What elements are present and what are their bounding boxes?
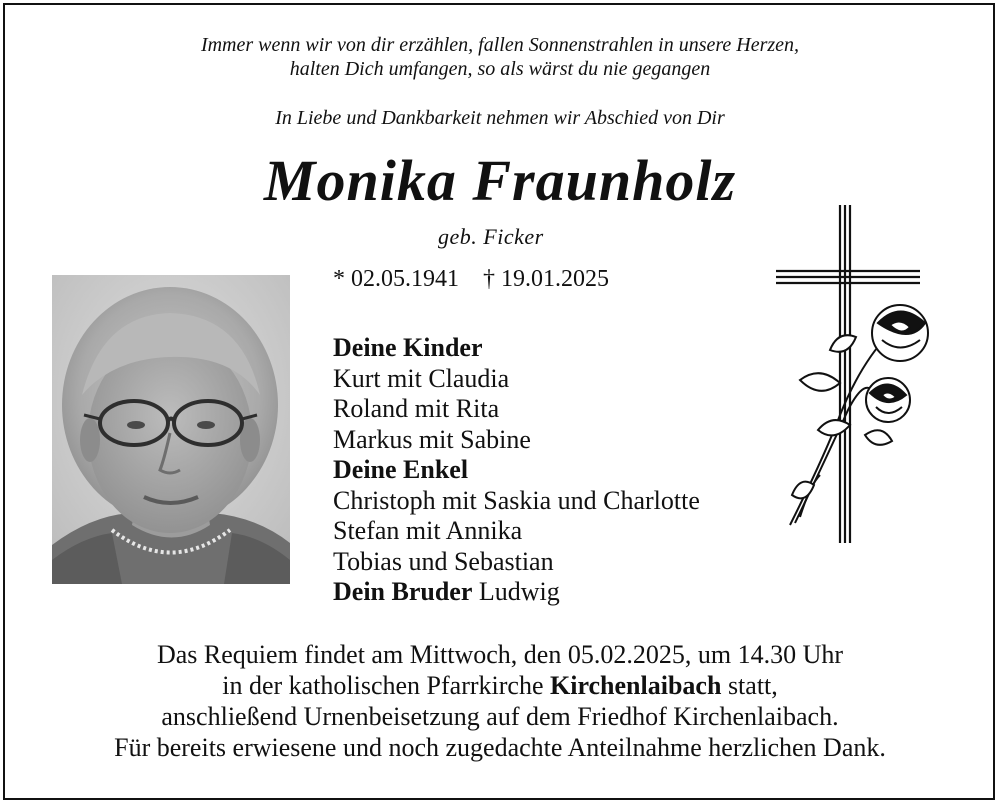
portrait-photo <box>52 275 290 584</box>
service-line-3: anschließend Urnenbeisetzung auf dem Friedhof Kirchenlaibach. <box>161 702 839 731</box>
grandchild-entry: Tobias und Sebastian <box>333 546 554 576</box>
service-line-1: Das Requiem findet am Mittwoch, den 05.02.2025, um 14.30 Uhr <box>156 640 844 669</box>
child-entry: Markus mit Sabine <box>333 424 531 454</box>
deceased-name: Monika Fraunholz <box>263 148 737 213</box>
birth-date: * 02.05.1941 <box>333 266 459 292</box>
child-entry: Kurt mit Claudia <box>333 363 510 393</box>
grandchildren-heading: Deine Enkel <box>333 455 469 484</box>
children-heading: Deine Kinder <box>333 333 483 362</box>
life-dates <box>333 266 609 293</box>
brother-name: Ludwig <box>478 577 560 606</box>
service-info <box>0 639 1000 763</box>
motto-line-2: halten Dich umfangen, so als wärst du nie gegangen <box>289 58 711 80</box>
grandchild-entry: Stefan mit Annika <box>333 516 523 545</box>
church-place: Kirchenlaibach <box>550 671 722 700</box>
motto-line-1: Immer wenn wir von dir erzählen, fallen Sonnenstrahlen in unsere Herzen, <box>200 34 800 56</box>
child-entry: Roland mit Rita <box>333 394 500 423</box>
death-date: † 19.01.2025 <box>483 266 609 292</box>
thanks-line: Für bereits erwiesene und noch zugedachte Anteilnahme herzlichen Dank. <box>114 733 886 762</box>
cross-with-roses-icon <box>770 205 940 550</box>
portrait-image <box>52 275 290 584</box>
farewell-line: In Liebe und Dankbarkeit nehmen wir Abschied von Dir <box>275 107 725 129</box>
maiden-name: geb. Ficker <box>438 224 544 249</box>
brother-heading: Dein Bruder <box>333 577 473 606</box>
brother-entry <box>333 577 700 608</box>
family-list <box>333 333 700 608</box>
service-line-2: in der katholischen Pfarrkirche Kirchenlaibach statt, <box>222 671 778 700</box>
grandchild-entry: Christoph mit Saskia und Charlotte <box>333 485 700 515</box>
